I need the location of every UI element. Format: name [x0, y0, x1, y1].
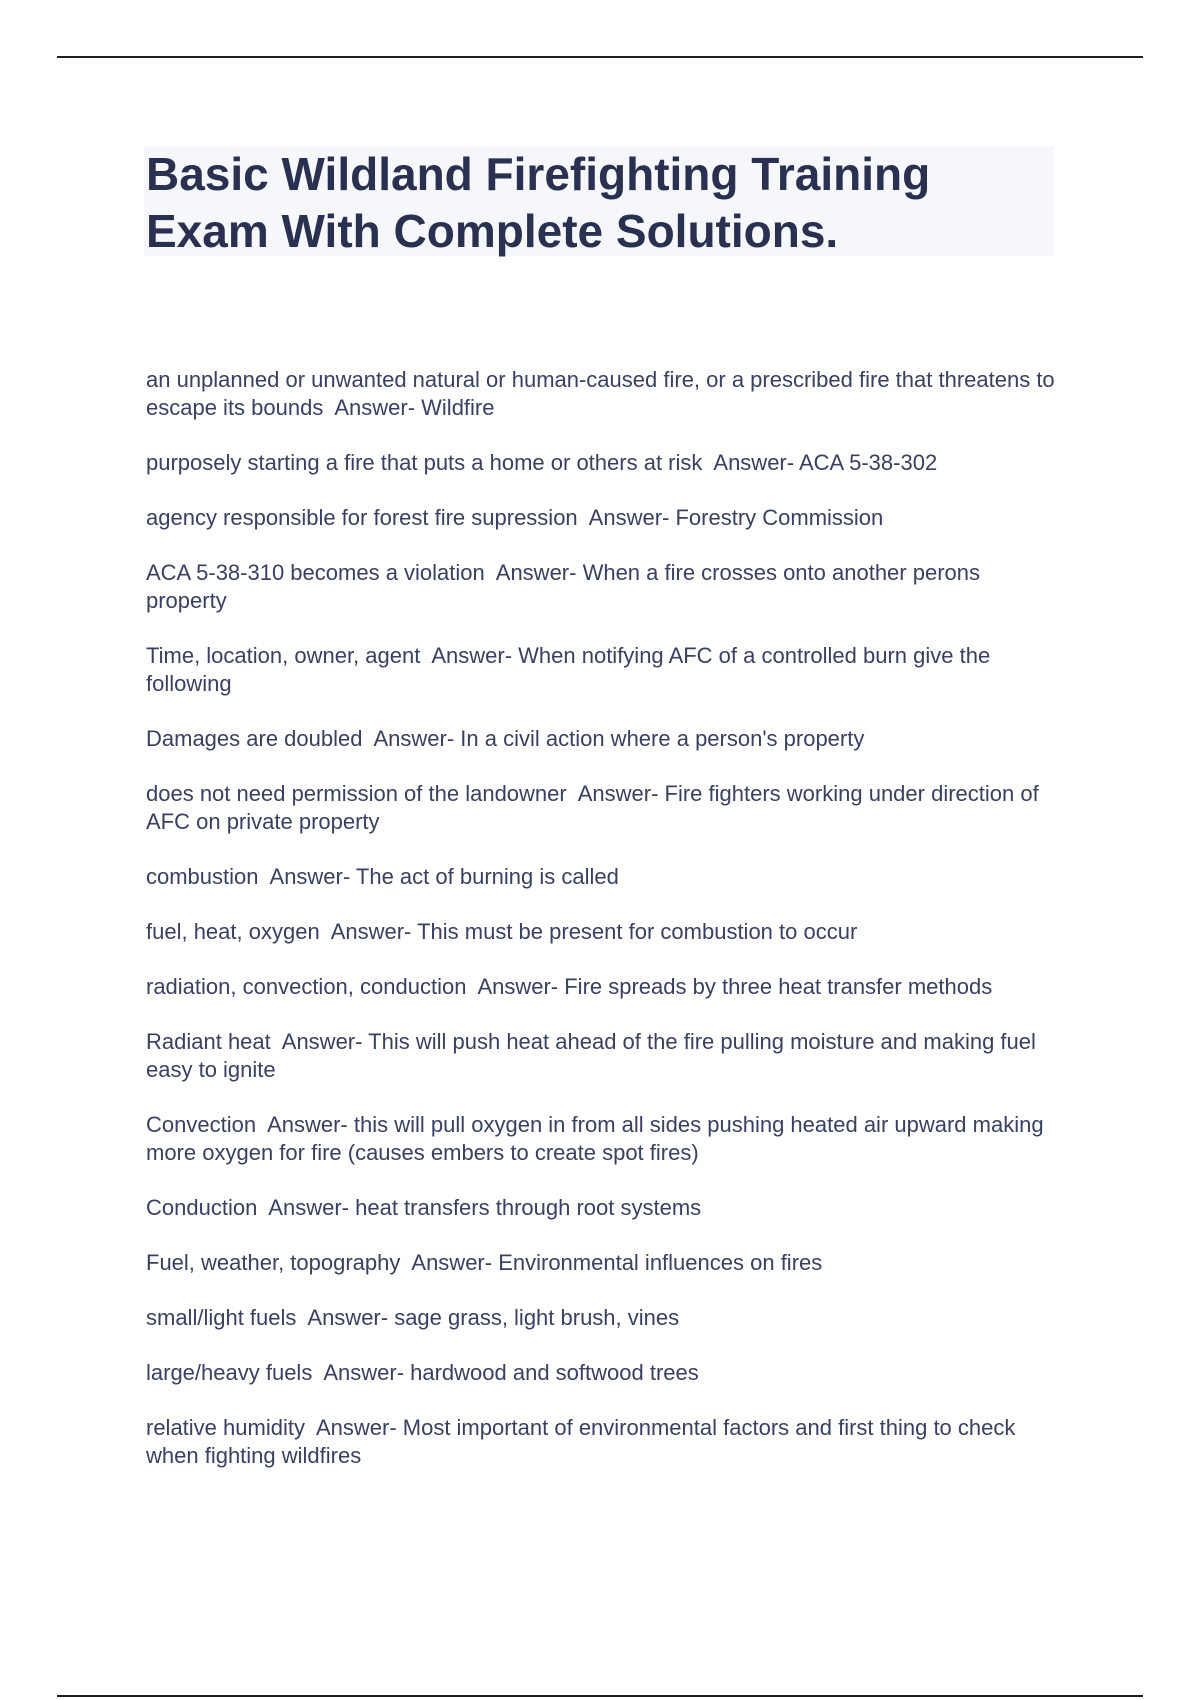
qa-list — [146, 366, 1066, 1497]
qa-item: ACA 5-38-310 becomes a violation Answer- When a fire crosses onto another perons property — [146, 560, 987, 613]
qa-item: radiation, convection, conduction Answer- Fire spreads by three heat transfer methods — [146, 974, 993, 999]
document-title: Basic Wildland Firefighting Training Exam With Complete Solutions. — [146, 148, 931, 257]
top-divider — [57, 56, 1143, 58]
qa-item: purposely starting a fire that puts a home or others at risk Answer- ACA 5-38-302 — [146, 450, 938, 475]
qa-item: relative humidity Answer- Most important of environmental factors and first thing to check when fighting wildfires — [146, 1415, 1022, 1468]
qa-item: Time, location, owner, agent Answer- When notifying AFC of a controlled burn give the following — [146, 643, 997, 696]
bottom-divider — [57, 1695, 1143, 1697]
qa-item: fuel, heat, oxygen Answer- This must be present for combustion to occur — [146, 919, 858, 944]
qa-item: small/light fuels Answer- sage grass, light brush, vines — [146, 1305, 680, 1330]
qa-item: Radiant heat Answer- This will push heat ahead of the fire pulling moisture and making fuel easy to ignite — [146, 1029, 1043, 1082]
qa-item: does not need permission of the landowner Answer- Fire fighters working under direction of AFC on private property — [146, 781, 1044, 834]
qa-item: combustion Answer- The act of burning is called — [146, 864, 619, 889]
qa-item: Conduction Answer- heat transfers through root systems — [146, 1195, 702, 1220]
qa-item: Convection Answer- this will pull oxygen in from all sides pushing heated air upward making more oxygen for fire (causes embers to create spot fires) — [146, 1112, 1050, 1165]
qa-item: an unplanned or unwanted natural or human-caused fire, or a prescribed fire that threatens to escape its bounds Answer- Wildfire — [146, 367, 1061, 420]
qa-item: agency responsible for forest fire supression Answer- Forestry Commission — [146, 505, 884, 530]
qa-item: Damages are doubled Answer- In a civil action where a person's property — [146, 726, 865, 751]
qa-item: large/heavy fuels Answer- hardwood and softwood trees — [146, 1360, 699, 1385]
qa-item: Fuel, weather, topography Answer- Environmental influences on fires — [146, 1250, 823, 1275]
